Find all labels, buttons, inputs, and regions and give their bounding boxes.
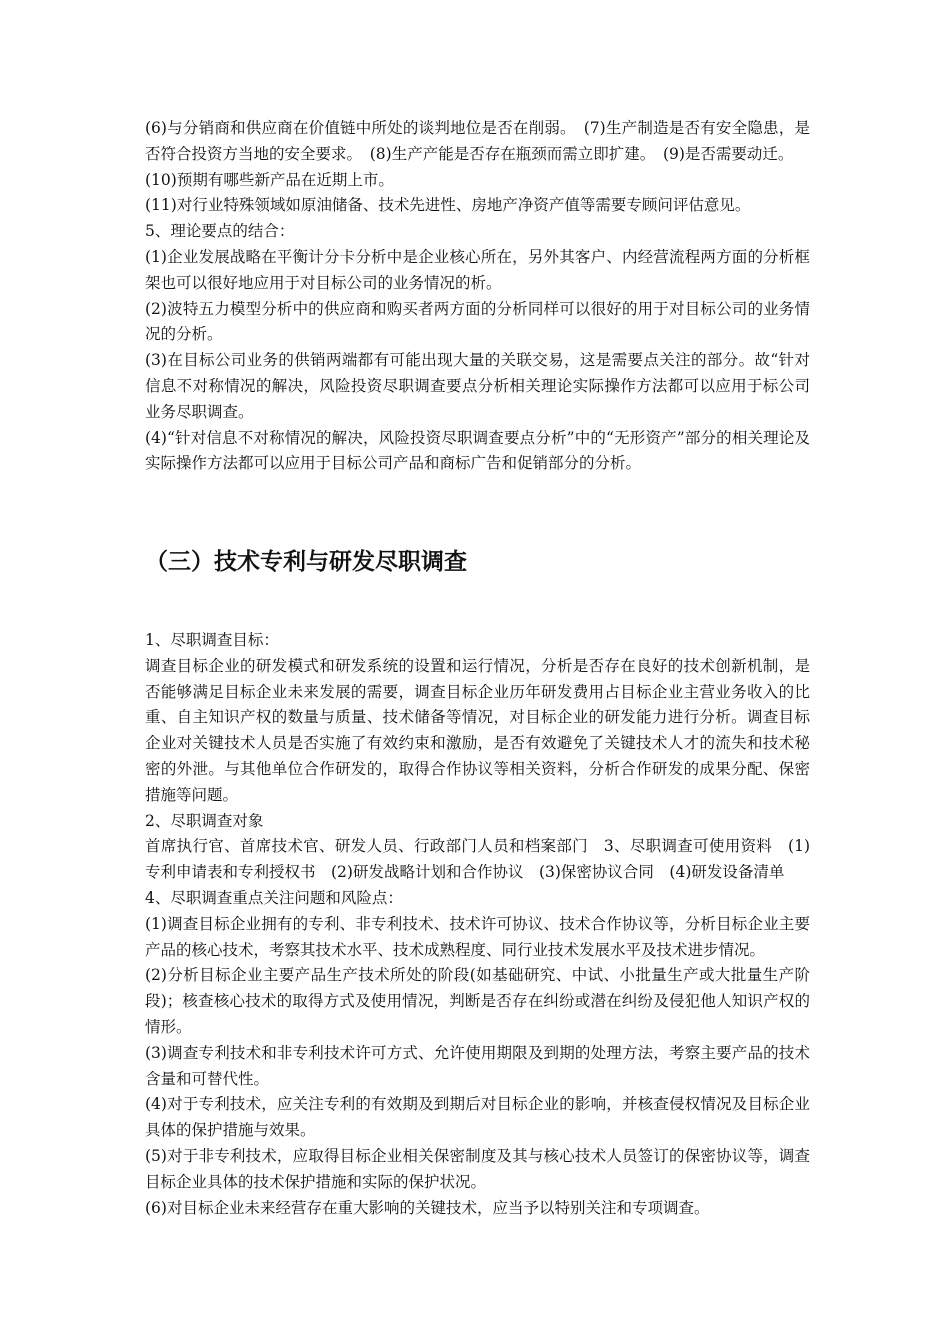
paragraph: (2)分析目标企业主要产品生产技术所处的阶段(如基础研究、中试、小批量生产或大批量生产阶段)；核查核心技术的取得方式及使用情况，判断是否存在纠纷或潜在纠纷及侵犯他人知识产权的情形。 bbox=[145, 966, 810, 1036]
paragraph: 首席执行官、首席技术官、研发人员、行政部门人员和档案部门 3、尽职调查可使用资料 (1)专利申请表和专利授权书 (2)研发战略计划和合作协议 (3)保密协议合同 (4)研发设备清单 bbox=[145, 837, 810, 882]
paragraph: (3)调查专利技术和非专利技术许可方式、允许使用期限及到期的处理方法，考察主要产品的技术含量和可替代性。 bbox=[145, 1043, 810, 1088]
paragraph: (11)对行业特殊领域如原油储备、技术先进性、房地产净资产值等需要专顾问评估意见。 bbox=[145, 196, 751, 215]
paragraph: 5、理论要点的结合： bbox=[145, 222, 295, 241]
section-heading: （三）技术专利与研发尽职调查 bbox=[145, 549, 467, 575]
paragraph: 调查目标企业的研发模式和研发系统的设置和运行情况，分析是否存在良好的技术创新机制，是否能够满足目标企业未来发展的需要，调查目标企业历年研发费用占目标企业主营业务收入的比重、自主知识产权的数量与质量、技术储备等情况，对目标企业的研发能力进行分析。调查目标企业对关键技术人员是否实施了有效约束和激励，是否有效避免了关键技术人才的流失和技术秘密的外泄。与其他单位合作研发的，取得合作协议等相关资料，分析合作研发的成果分配、保密措施等问题。 bbox=[145, 656, 810, 804]
paragraph: (2)波特五力模型分析中的供应商和购买者两方面的分析同样可以很好的用于对目标公司的业务情况的分析。 bbox=[145, 299, 810, 344]
paragraph: (6)对目标企业未来经营存在重大影响的关键技术，应当予以特别关注和专项调查。 bbox=[145, 1198, 710, 1217]
paragraph: (6)与分销商和供应商在价值链中所处的谈判地位是否在削弱。 (7)生产制造是否有安全隐患，是否符合投资方当地的安全要求。 (8)生产产能是否存在瓶颈而需立即扩建。 (9)是否需要动迁。 bbox=[145, 119, 810, 163]
paragraph: (4)“针对信息不对称情况的解决，风险投资尽职调查要点分析”中的“无形资产”部分的相关理论及实际操作方法都可以应用于目标公司产品和商标广告和促销部分的分析。 bbox=[145, 428, 810, 473]
paragraph: 1、尽职调查目标： bbox=[145, 631, 279, 649]
paragraph: (10)预期有哪些新产品在近期上市。 bbox=[145, 170, 394, 189]
section-tech-patent bbox=[145, 628, 810, 1221]
paragraph: (3)在目标公司业务的供销两端都有可能出现大量的关联交易，这是需要点关注的部分。故“针对信息不对称情况的解决，风险投资尽职调查要点分析相关理论实际操作方法都可以应用于标公司业务尽职调查。 bbox=[145, 351, 810, 421]
paragraph: (1)企业发展战略在平衡计分卡分析中是企业核心所在，另外其客户、内经营流程两方面的分析框架也可以很好地应用于对目标公司的业务情况的析。 bbox=[145, 247, 810, 292]
paragraph: (5)对于非专利技术，应取得目标企业相关保密制度及其与核心技术人员签订的保密协议等，调查目标企业具体的技术保护措施和实际的保护状况。 bbox=[145, 1146, 810, 1191]
paragraph: (4)对于专利技术，应关注专利的有效期及到期后对目标企业的影响，并核查侵权情况及目标企业具体的保护措施与效果。 bbox=[145, 1095, 810, 1140]
section-business-continued bbox=[145, 116, 810, 477]
paragraph: 2、尽职调查对象 bbox=[145, 811, 264, 830]
paragraph: 4、尽职调查重点关注问题和风险点： bbox=[145, 888, 403, 907]
paragraph: (1)调查目标企业拥有的专利、非专利技术、技术许可协议、技术合作协议等，分析目标企业主要产品的核心技术，考察其技术水平、技术成熟程度、同行业技术发展水平及技术进步情况。 bbox=[145, 914, 810, 959]
